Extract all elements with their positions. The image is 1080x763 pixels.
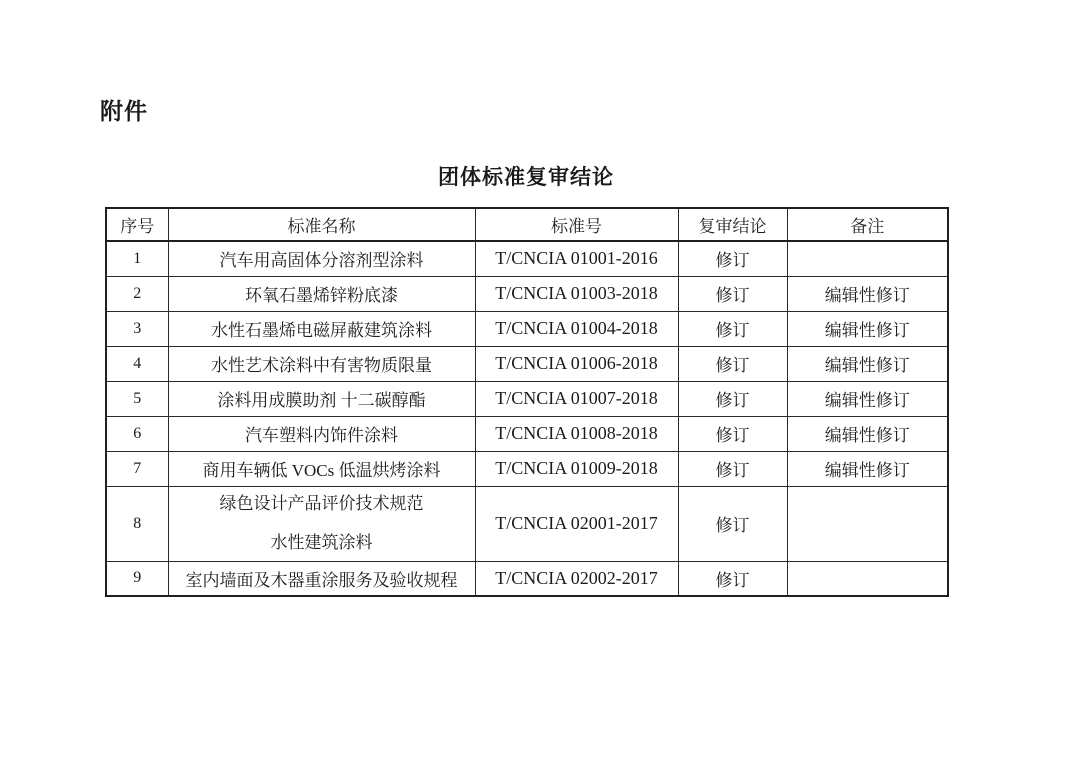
cell-conclusion: 修订 — [678, 416, 787, 451]
cell-conclusion: 修订 — [678, 451, 787, 486]
col-header-remark: 备注 — [787, 208, 948, 241]
cell-remark — [787, 486, 948, 561]
cell-std-no: T/CNCIA 02001-2017 — [475, 486, 678, 561]
cell-remark: 编辑性修订 — [787, 381, 948, 416]
cell-seq: 1 — [106, 241, 168, 276]
cell-conclusion: 修订 — [678, 486, 787, 561]
table-row — [106, 451, 948, 486]
cell-name: 汽车用高固体分溶剂型涂料 — [168, 241, 475, 276]
col-header-conclusion: 复审结论 — [678, 208, 787, 241]
cell-std-no: T/CNCIA 01008-2018 — [475, 416, 678, 451]
col-header-standard-no: 标准号 — [475, 208, 678, 241]
col-header-standard-name: 标准名称 — [168, 208, 475, 241]
cell-name — [168, 486, 475, 561]
page-title: 团体标准复审结论 — [438, 165, 614, 189]
cell-std-no: T/CNCIA 01003-2018 — [475, 276, 678, 311]
cell-conclusion: 修订 — [678, 381, 787, 416]
cell-remark: 编辑性修订 — [787, 416, 948, 451]
standards-review-table — [105, 207, 949, 597]
cell-name: 商用车辆低 VOCs 低温烘烤涂料 — [168, 451, 475, 486]
cell-remark: 编辑性修订 — [787, 276, 948, 311]
table-row — [106, 486, 948, 561]
cell-seq: 7 — [106, 451, 168, 486]
attachment-label: 附件 — [100, 99, 148, 124]
cell-seq: 6 — [106, 416, 168, 451]
col-header-seq: 序号 — [106, 208, 168, 241]
cell-conclusion: 修订 — [678, 241, 787, 276]
cell-std-no: T/CNCIA 01006-2018 — [475, 346, 678, 381]
table-row — [106, 381, 948, 416]
cell-seq: 4 — [106, 346, 168, 381]
table-row — [106, 241, 948, 276]
cell-name-line1: 绿色设计产品评价技术规范 — [219, 494, 424, 513]
cell-conclusion: 修订 — [678, 311, 787, 346]
cell-name: 室内墙面及木器重涂服务及验收规程 — [168, 561, 475, 596]
cell-seq: 2 — [106, 276, 168, 311]
table-row — [106, 276, 948, 311]
cell-seq: 8 — [106, 486, 168, 561]
cell-name: 水性石墨烯电磁屏蔽建筑涂料 — [168, 311, 475, 346]
table-row — [106, 416, 948, 451]
cell-seq: 9 — [106, 561, 168, 596]
cell-name: 汽车塑料内饰件涂料 — [168, 416, 475, 451]
cell-name: 涂料用成膜助剂 十二碳醇酯 — [168, 381, 475, 416]
cell-conclusion: 修订 — [678, 346, 787, 381]
cell-std-no: T/CNCIA 01004-2018 — [475, 311, 678, 346]
cell-name: 水性艺术涂料中有害物质限量 — [168, 346, 475, 381]
cell-remark: 编辑性修订 — [787, 311, 948, 346]
cell-conclusion: 修订 — [678, 561, 787, 596]
table-row — [106, 561, 948, 596]
cell-conclusion: 修订 — [678, 276, 787, 311]
cell-name-line2: 水性建筑涂料 — [270, 533, 373, 552]
cell-seq: 5 — [106, 381, 168, 416]
cell-std-no: T/CNCIA 01007-2018 — [475, 381, 678, 416]
cell-remark — [787, 241, 948, 276]
cell-std-no: T/CNCIA 01009-2018 — [475, 451, 678, 486]
cell-std-no: T/CNCIA 02002-2017 — [475, 561, 678, 596]
table-row — [106, 346, 948, 381]
cell-seq: 3 — [106, 311, 168, 346]
cell-remark: 编辑性修订 — [787, 346, 948, 381]
cell-remark: 编辑性修订 — [787, 451, 948, 486]
cell-remark — [787, 561, 948, 596]
cell-name: 环氧石墨烯锌粉底漆 — [168, 276, 475, 311]
table-row — [106, 311, 948, 346]
cell-std-no: T/CNCIA 01001-2016 — [475, 241, 678, 276]
table-header-row — [106, 208, 948, 241]
